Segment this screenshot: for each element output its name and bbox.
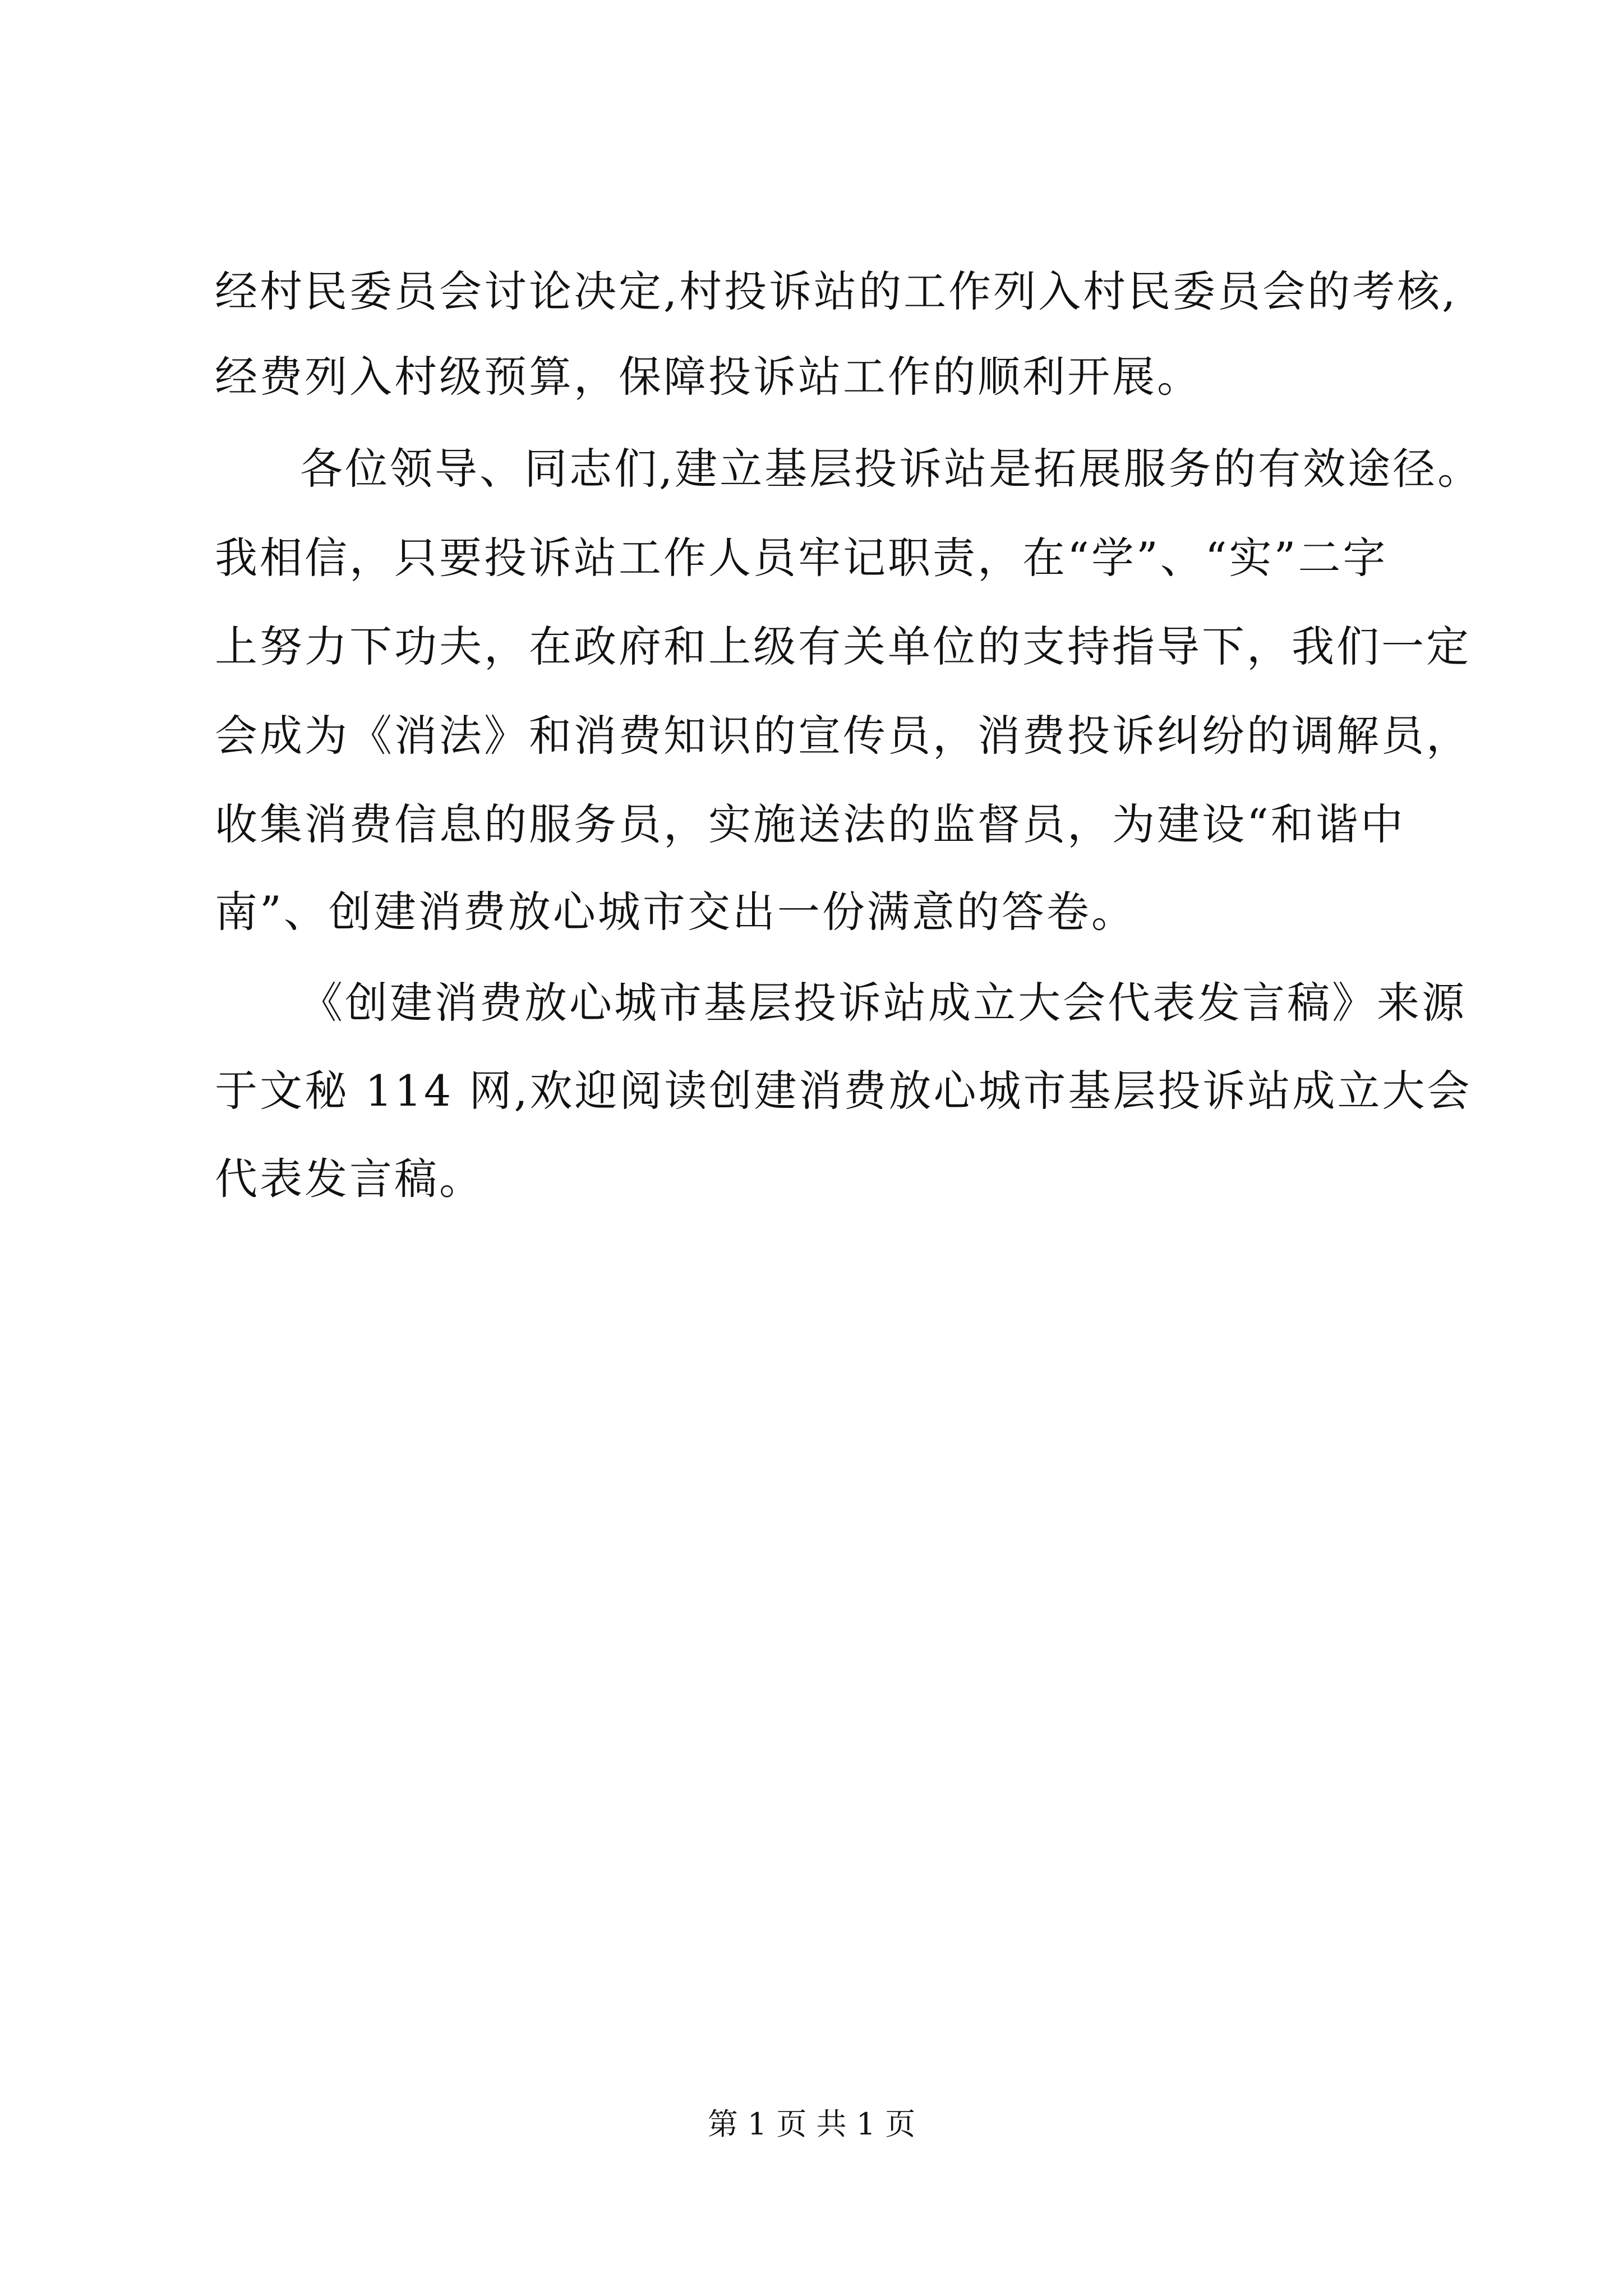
paragraph-2-line-1: 各位领导、同志们,建立基层投诉站是拓展服务的有效途径。 — [300, 444, 1483, 494]
paragraph-3-line-1: 《创建消费放心城市基层投诉站成立大会代表发言稿》来源 — [300, 978, 1467, 1028]
page-footer: 第 1 页 共 1 页 — [707, 2106, 916, 2142]
paragraph-3-line-3: 代表发言稿。 — [215, 1154, 484, 1204]
paragraph-2-line-5: 收集消费信息的服务员，实施送法的监督员，为建设“和谐中 — [215, 799, 1405, 849]
paragraph-1-line-1: 经村民委员会讨论决定,村投诉站的工作列入村民委员会的考核, — [215, 266, 1458, 316]
paragraph-2-line-3: 上努力下功夫，在政府和上级有关单位的支持指导下，我们一定 — [215, 622, 1471, 671]
paragraph-2-line-6: 南”、创建消费放心城市交出一份满意的答卷。 — [215, 887, 1136, 937]
paragraph-3-line-2: 于文秘 114 网,欢迎阅读创建消费放心城市基层投诉站成立大会 — [215, 1066, 1472, 1116]
paragraph-2-line-4: 会成为《消法》和消费知识的宣传员，消费投诉纠纷的调解员， — [215, 711, 1471, 761]
paragraph-1-line-2: 经费列入村级预算，保障投诉站工作的顺利开展。 — [215, 352, 1202, 402]
paragraph-2-line-2: 我相信，只要投诉站工作人员牢记职责，在“学”、“实”二字 — [215, 533, 1388, 583]
